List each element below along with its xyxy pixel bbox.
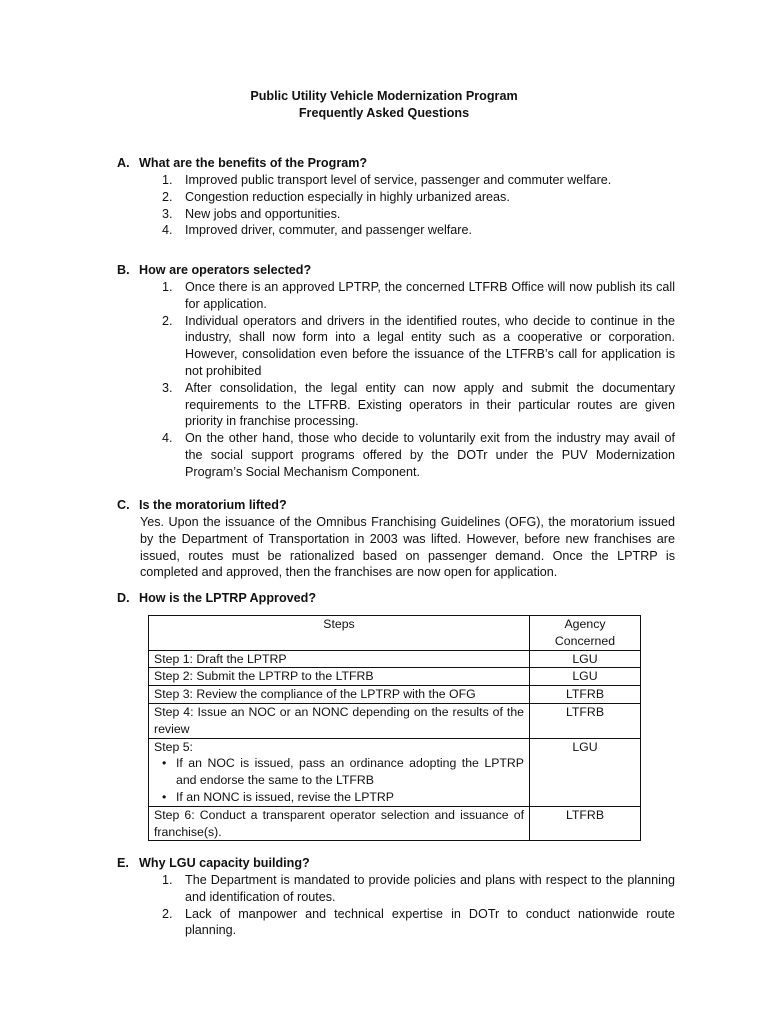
section-c-paragraph: Yes. Upon the issuance of the Omnibus Franchising Guidelines (OFG), the moratorium issued by the Department of Transportation in 2003 was lifted. However, before new franchises are issued, routes must be rationalized based on passenger demand. Once the LPTRP is completed and approved, then the franchises are now open for application. <box>140 515 675 580</box>
section-d-heading-text: How is the LPTRP Approved? <box>139 591 317 605</box>
section-d-heading <box>117 590 316 607</box>
agency-cell: LTFRB <box>530 703 641 738</box>
section-b-heading-text: How are operators selected? <box>139 263 312 277</box>
step-5-bullets <box>154 755 524 805</box>
agency-cell: LTFRB <box>530 686 641 704</box>
list-item: 2. Individual operators and drivers in the identified routes, who decide to continue in the industry, shall now form into a legal entity such as a cooperative or corporation. However, consolidation even before the issuance of the LTFRB’s call for application is not prohibited <box>162 313 675 378</box>
step-cell: Step 3: Review the compliance of the LPTRP with the OFG <box>149 686 530 704</box>
section-b-letter: B. <box>117 263 130 277</box>
section-e-heading-text: Why LGU capacity building? <box>139 856 310 870</box>
section-a-list <box>140 172 675 239</box>
header-agency: Agency Concerned <box>530 616 641 651</box>
agency-cell: LGU <box>530 738 641 806</box>
section-e-heading <box>117 855 310 872</box>
section-c-heading <box>117 497 287 514</box>
list-item: 4. On the other hand, those who decide to voluntarily exit from the industry may avail of the social support programs offered by the DOTr under the PUV Modernization Program’s Social Mechanism Component. <box>162 431 675 479</box>
step-cell <box>149 738 530 806</box>
table-row <box>149 650 641 668</box>
section-e-list <box>140 872 675 939</box>
table-row <box>149 806 641 841</box>
section-c-heading-text: Is the moratorium lifted? <box>139 498 287 512</box>
agency-cell: LGU <box>530 668 641 686</box>
table-row <box>149 738 641 806</box>
bullet-item: • If an NOC is issued, pass an ordinance adopting the LPTRP and endorse the same to the LTFRB <box>176 755 524 789</box>
agency-cell: LGU <box>530 650 641 668</box>
step-cell: Step 6: Conduct a transparent operator selection and issuance of franchise(s). <box>149 806 530 841</box>
section-e-letter: E. <box>117 856 129 870</box>
step-cell: Step 4: Issue an NOC or an NONC depending on the results of the review <box>149 703 530 738</box>
table-row <box>149 686 641 704</box>
list-item: 4. Improved driver, commuter, and passenger welfare. <box>162 223 472 238</box>
list-item: 3. After consolidation, the legal entity can now apply and submit the documentary requirements to the LTFRB. Existing operators in their particular routes are given priority in franchise processing. <box>162 380 675 429</box>
section-a-letter: A. <box>117 156 130 170</box>
list-item: 1. Improved public transport level of service, passenger and commuter welfare. <box>162 173 612 187</box>
bullet-item: • If an NONC is issued, revise the LPTRP <box>176 789 524 806</box>
step-cell: Step 1: Draft the LPTRP <box>149 650 530 668</box>
section-a-heading <box>117 155 367 172</box>
list-item: 3. New jobs and opportunities. <box>162 206 341 221</box>
section-c-letter: C. <box>117 498 130 512</box>
table-header-row <box>149 616 641 651</box>
lptrp-steps-table <box>148 615 641 841</box>
document-title <box>0 88 768 122</box>
step-5-label: Step 5: <box>154 739 193 754</box>
list-item: 2. Lack of manpower and technical expertise in DOTr to conduct nationwide route planning. <box>162 906 675 938</box>
list-item: 1. Once there is an approved LPTRP, the concerned LTFRB Office will now publish its call for application. <box>162 280 675 311</box>
section-d-letter: D. <box>117 591 130 605</box>
section-b-list <box>140 279 675 481</box>
list-item: 2. Congestion reduction especially in highly urbanized areas. <box>162 189 510 204</box>
title-line-1: Public Utility Vehicle Modernization Program <box>250 89 518 103</box>
table-row <box>149 703 641 738</box>
section-a-heading-text: What are the benefits of the Program? <box>139 156 368 170</box>
title-line-2: Frequently Asked Questions <box>298 105 470 120</box>
section-b-heading <box>117 262 311 279</box>
list-item: 1. The Department is mandated to provide policies and plans with respect to the planning and identification of routes. <box>162 873 675 904</box>
agency-cell: LTFRB <box>530 806 641 841</box>
header-steps: Steps <box>149 616 530 651</box>
step-cell: Step 2: Submit the LPTRP to the LTFRB <box>149 668 530 686</box>
table-row <box>149 668 641 686</box>
